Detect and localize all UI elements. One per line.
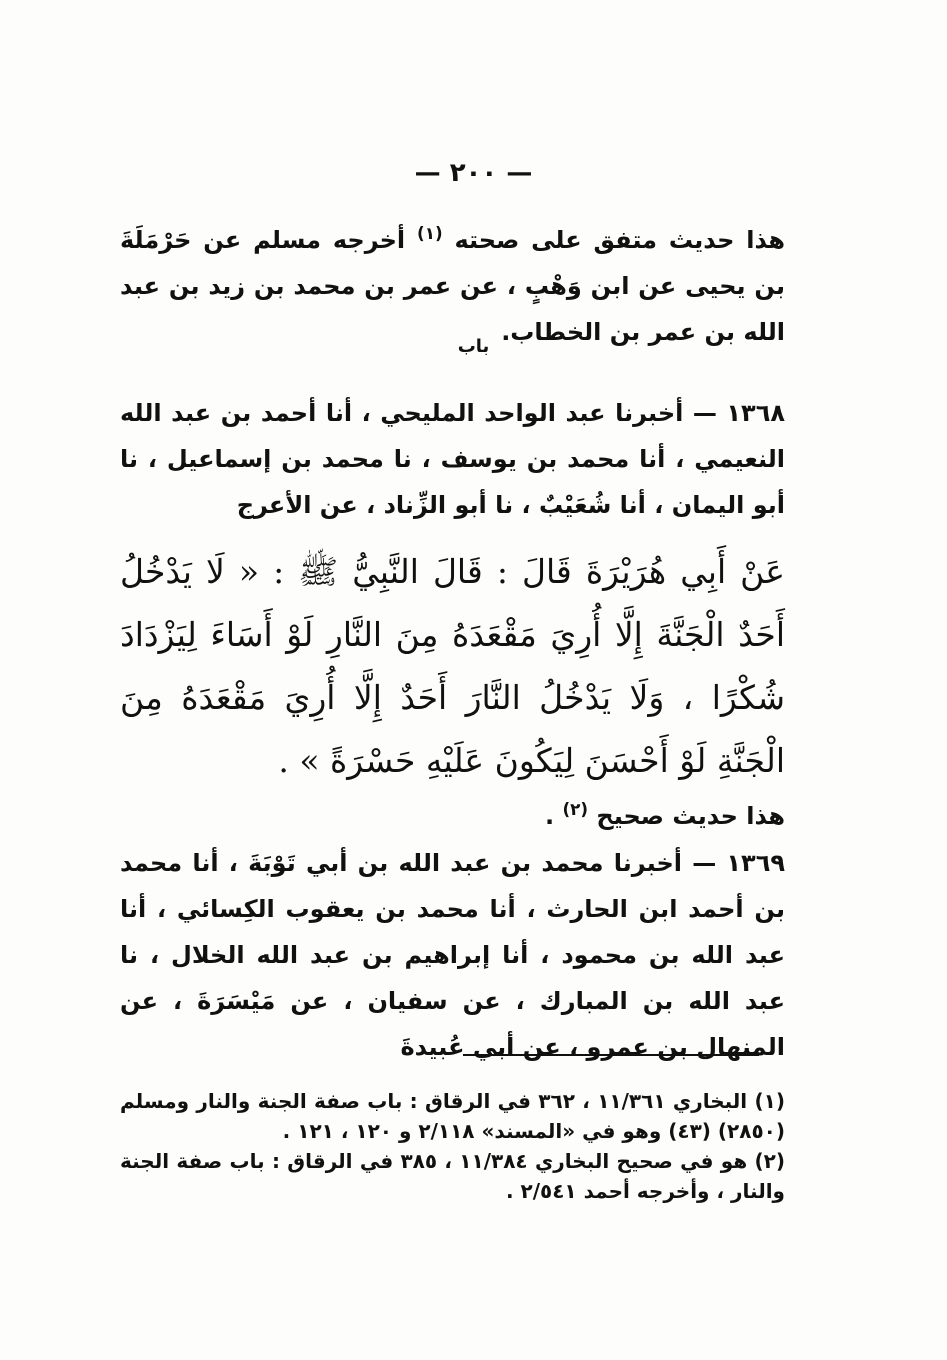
hadith-1369-isnad: ١٣٦٩ — أخبرنا محمد بن عبد الله بن أبي تَوْبَةَ ، أنا محمد بن أحمد ابن الحارث ، أنا محمد بن يعقوب الكِسائي ، أنا عبد الله بن محمود ، أنا إبراهيم بن عبد الله الخلال ، نا عبد الله بن المبارك ، عن سفيان ، عن مَيْسَرَةَ ، عن المنهال بن عمرو ، عن أبي عُبيدةَ [120,849,785,1061]
grading-period: . [544,802,555,830]
section-heading: باب [457,336,490,357]
intro-text: هذا حديث متفق على صحته [454,226,786,254]
intro-text-continued: أخرجه مسلم عن حَرْمَلَةَ بن يحيى عن ابن وَهْبٍ ، عن عمر بن محمد بن زيد بن عبد الله بن عمر بن الخطاب. [120,226,785,346]
hadith-grading: هذا حديث صحيح [596,802,785,830]
intro-paragraph [120,210,785,355]
hadith-1368-matn: عَنْ أَبِي هُرَيْرَةَ قَالَ : قَالَ النَّبِيُّ ﷺ : « لَا يَدْخُلُ أَحَدٌ الْجَنَّةَ إِلَّا أُرِيَ مَقْعَدَهُ مِنَ النَّارِ لَوْ أَسَاءَ لِيَزْدَادَ شُكْرًا ، وَلَا يَدْخُلُ النَّارَ أَحَدٌ إِلَّا أُرِيَ مَقْعَدَهُ مِنَ الْجَنَّةِ لَوْ أَحْسَنَ لِيَكُونَ عَلَيْهِ حَسْرَةً » . [120,552,785,780]
footnote-ref-1: (١) [417,223,443,243]
footnote-divider [463,1054,759,1056]
hadith-1368-isnad: ١٣٦٨ — أخبرنا عبد الواحد المليحي ، أنا أحمد بن عبد الله النعيمي ، أنا محمد بن يوسف ، نا محمد بن إسماعيل ، نا أبو اليمان ، أنا شُعَيْبٌ ، نا أبو الزِّناد ، عن الأعرج [120,399,785,519]
page-number: — ٢٠٠ — [414,158,533,188]
footnote-2: (٢) هو في صحيح البخاري ١١/٣٨٤ ، ٣٨٥ في الرقاق : باب صفة الجنة والنار ، وأخرجه أحمد ٢/٥٤١ . [120,1149,785,1203]
hadith-1368-grading-line [120,786,785,839]
footnote-ref-2: (٢) [562,799,589,819]
footnote-1: (١) البخاري ١١/٣٦١ ، ٣٦٢ في الرقاق : باب صفة الجنة والنار ومسلم (٢٨٥٠) (٤٣) وهو في «المسند» ٢/١١٨ و ١٢٠ ، ١٢١ . [120,1089,785,1143]
footnotes [120,1086,785,1206]
